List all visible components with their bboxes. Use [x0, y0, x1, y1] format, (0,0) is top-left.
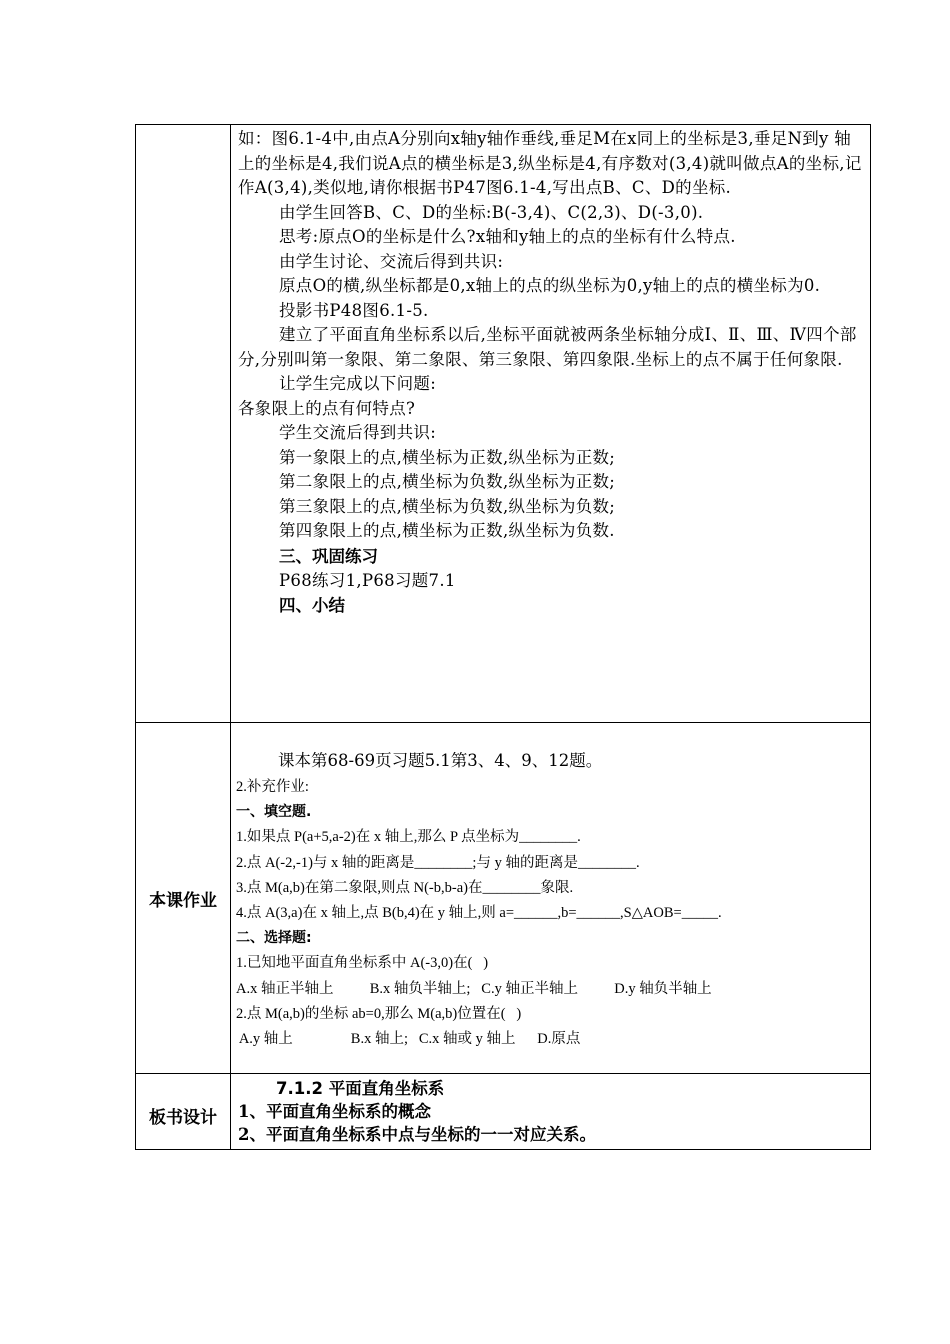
fill-question: 2.点 A(-2,-1)与 x 轴的距离是________;与 y 轴的距离是________. [236, 854, 640, 871]
choice-options: A.x 轴正半轴上 B.x 轴负半轴上; C.y 轴正半轴上 D.y 轴负半轴上 [236, 980, 712, 997]
choice-question: 2.点 M(a,b)的坐标 ab=0,那么 M(a,b)位置在( ) [236, 1005, 522, 1022]
paragraph: 原点O的横,纵坐标都是0,x轴上的点的纵坐标为0,y轴上的点的横坐标为0. [279, 276, 821, 295]
row-homework [136, 723, 871, 1074]
board-line: 1、平面直角坐标系的概念 [238, 1102, 431, 1121]
row-label-cell [136, 723, 231, 1074]
board-title: 7.1.2 平面直角坐标系 [276, 1079, 445, 1098]
fill-heading: 一、填空题. [236, 804, 312, 821]
paragraph: 第二象限上的点,横坐标为负数,纵坐标为正数; [279, 472, 616, 491]
section-heading: 三、巩固练习 [279, 546, 378, 566]
section-heading: 四、小结 [279, 596, 345, 615]
textbook-assignment: 课本第68-69页习题5.1第3、4、9、12题。 [278, 751, 603, 770]
fill-question: 1.如果点 P(a+5,a-2)在 x 轴上,那么 P 点坐标为________. [236, 829, 581, 846]
fill-question: 4.点 A(3,a)在 x 轴上,点 B(b,4)在 y 轴上,则 a=______,b=______,S△AOB=_____. [236, 905, 722, 922]
paragraph: 投影书P48图6.1-5. [279, 300, 429, 320]
lesson-plan-table [135, 124, 871, 1150]
paragraph: 第一象限上的点,横坐标为正数,纵坐标为正数; [279, 447, 616, 467]
paragraph: 各象限上的点有何特点? [238, 398, 416, 418]
paragraph: 第三象限上的点,横坐标为负数,纵坐标为负数; [279, 496, 616, 516]
row-label-cell [136, 125, 231, 723]
row-lesson-process [136, 125, 871, 723]
paragraph: 思考:原点O的坐标是什么?x轴和y轴上的点的坐标有什么特点. [279, 227, 736, 246]
paragraph: 由学生回答B、C、D的坐标:B(-3,4)、C(2,3)、D(-3,0). [279, 202, 704, 222]
paragraph: 建立了平面直角坐标系以后,坐标平面就被两条坐标轴分成Ⅰ、Ⅱ、Ⅲ、Ⅳ四个部分,分别叫第一象限、第二象限、第三象限、第四象限.坐标上的点不属于任何象限. [238, 325, 857, 369]
row-board-design [136, 1074, 871, 1150]
choice-heading: 二、选择题: [236, 930, 312, 947]
row-label-cell [136, 1074, 231, 1150]
paragraph: 由学生讨论、交流后得到共识: [279, 251, 504, 271]
board-design-content [231, 1074, 871, 1150]
paragraph: 学生交流后得到共识: [279, 423, 437, 442]
lesson-process-content [231, 125, 871, 723]
choice-options: A.y 轴上 B.x 轴上; C.x 轴或 y 轴上 D.原点 [236, 1031, 581, 1048]
paragraph: 让学生完成以下问题: [279, 374, 437, 393]
paragraph: 如：图6.1-4中,由点A分别向x轴y轴作垂线,垂足M在x同上的坐标是3,垂足N到y 轴上的坐标是4,我们说A点的横坐标是3,纵坐标是4,有序数对(3,4)就叫做点A的坐标,记作A(3,4),类似地,请你根据书P47图6.1-4,写出点B、C、D的坐标. [238, 129, 862, 197]
choice-question: 1.已知地平面直角坐标系中 A(-3,0)在( ) [236, 955, 489, 972]
row-label: 板书设计 [149, 1108, 217, 1128]
practice-text: P68练习1,P68习题7.1 [279, 570, 456, 590]
supplement-heading: 2.补充作业: [236, 779, 309, 795]
paragraph: 第四象限上的点,横坐标为正数,纵坐标为负数. [279, 521, 615, 540]
row-label: 本课作业 [149, 890, 217, 911]
homework-content [231, 723, 871, 1074]
fill-question: 3.点 M(a,b)在第二象限,则点 N(-b,b-a)在________象限. [236, 879, 574, 896]
board-line: 2、平面直角坐标系中点与坐标的一一对应关系。 [238, 1125, 596, 1144]
